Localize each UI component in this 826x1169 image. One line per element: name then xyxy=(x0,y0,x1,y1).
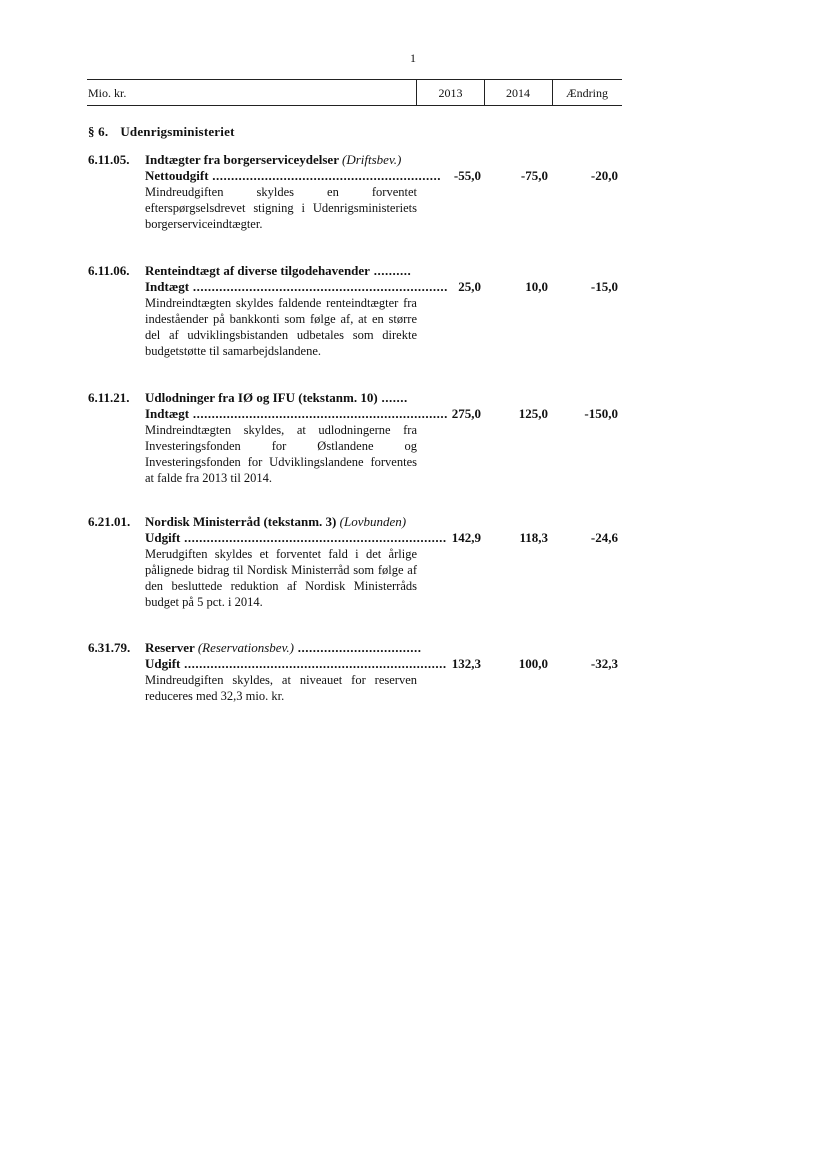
value-change: -20,0 xyxy=(590,168,618,183)
entry-title xyxy=(145,152,417,168)
leader-dots: .......... xyxy=(369,263,412,278)
leader-dots: .................................................................... xyxy=(189,406,448,421)
entry-subline-label: Nettoudgift xyxy=(145,168,209,183)
value-2013: 25,0 xyxy=(458,279,481,294)
value-2013: 142,9 xyxy=(451,530,481,545)
entry-title xyxy=(145,263,417,279)
entry-description: Mindreindtægten skyldes, at udlodningerne fra Investeringsfonden for Østlandene og Investeringsfonden for Udviklingslandene forventes at falde fra 2013 til 2014. xyxy=(145,423,417,485)
leader-dots: ............................................................. xyxy=(208,168,442,183)
entry-qualifier: (Lovbunden) xyxy=(339,514,407,529)
entry-subline-label: Udgift xyxy=(145,530,181,545)
entry-description: Merudgiften skyldes et forventet fald i det årlige pålignede bidrag til Nordisk Ministerråd som følge af den besluttede reduktion af Nordisk Ministerråds budget på 5 pct. i 2014. xyxy=(145,547,417,609)
entry-subline xyxy=(145,279,448,295)
section-symbol: § 6. xyxy=(88,124,109,139)
unit-label: Mio. kr. xyxy=(88,86,127,100)
entry-description: Mindreudgiften skyldes, at niveauet for reserven reduceres med 32,3 mio. kr. xyxy=(145,673,417,703)
entry-description: Mindreindtægten skyldes faldende renteindtægter fra indeståender på bankkonti som følge af, at en større del af udviklingsbistanden udbetales som direkte budgetstøtte til samarbejdslandene. xyxy=(145,296,417,358)
entry-title xyxy=(145,390,417,406)
column-header-2013: 2013 xyxy=(438,86,463,100)
header-top-rule xyxy=(87,79,622,80)
entry-title-text: Renteindtægt af diverse tilgodehavender xyxy=(145,263,370,278)
entry-subline xyxy=(145,530,447,546)
entry-subline-label: Udgift xyxy=(145,656,181,671)
entry-title-text: Reserver xyxy=(145,640,195,655)
entry-subline xyxy=(145,168,442,184)
account-code: 6.21.01. xyxy=(88,514,131,529)
account-code: 6.11.21. xyxy=(88,390,130,405)
entry-subline xyxy=(145,656,447,672)
section-title: Udenrigsministeriet xyxy=(120,124,235,139)
entry-qualifier: (Reservationsbev.) xyxy=(197,640,294,655)
entry-title-text: Udlodninger fra IØ og IFU (tekstanm. 10) xyxy=(145,390,378,405)
account-code: 6.11.05. xyxy=(88,152,130,167)
leader-dots: ................................. xyxy=(293,640,422,655)
value-2013: 132,3 xyxy=(451,656,481,671)
entry-subline xyxy=(145,406,448,422)
column-header-change: Ændring xyxy=(566,86,608,100)
entry-title-text: Indtægter fra borgerserviceydelser xyxy=(145,152,339,167)
value-2014: 118,3 xyxy=(519,530,548,545)
entry-qualifier: (Driftsbev.) xyxy=(342,152,402,167)
value-change: -32,3 xyxy=(590,656,618,671)
entry-subline-label: Indtægt xyxy=(145,279,190,294)
header-bottom-rule xyxy=(87,105,622,106)
column-header xyxy=(87,79,622,106)
value-change: -15,0 xyxy=(590,279,618,294)
value-change: -150,0 xyxy=(584,406,618,421)
leader-dots: ...................................................................... xyxy=(180,656,447,671)
account-code: 6.11.06. xyxy=(88,263,130,278)
entry-title xyxy=(145,640,422,656)
value-2014: 100,0 xyxy=(518,656,548,671)
entry-description: Mindreudgiften skyldes en forventet efterspørgselsdrevet stigning i Udenrigsministeriets borgerserviceindtægter. xyxy=(145,185,417,231)
value-2014: 10,0 xyxy=(525,279,548,294)
column-header-2014: 2014 xyxy=(506,86,530,100)
leader-dots: ...................................................................... xyxy=(180,530,447,545)
entry-title xyxy=(145,514,417,530)
value-2013: -55,0 xyxy=(453,168,481,183)
value-2013: 275,0 xyxy=(451,406,481,421)
page-number: 1 xyxy=(410,51,416,65)
value-2014: -75,0 xyxy=(520,168,548,183)
leader-dots: .................................................................... xyxy=(189,279,448,294)
account-code: 6.31.79. xyxy=(88,640,131,655)
value-2014: 125,0 xyxy=(518,406,548,421)
entry-title-text: Nordisk Ministerråd (tekstanm. 3) xyxy=(145,514,337,529)
value-change: -24,6 xyxy=(590,530,618,545)
leader-dots: ....... xyxy=(377,390,408,405)
entry-subline-label: Indtægt xyxy=(145,406,190,421)
section-heading xyxy=(88,124,235,140)
